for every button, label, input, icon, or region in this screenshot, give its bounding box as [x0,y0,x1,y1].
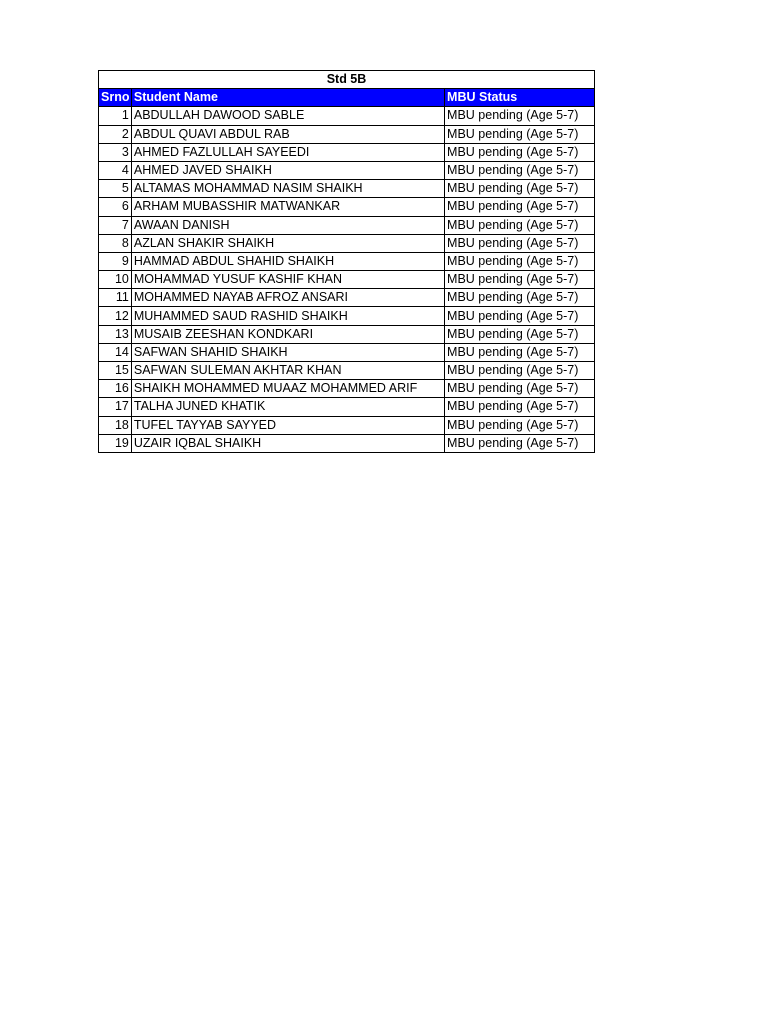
row-srno: 13 [99,325,132,343]
table-row [99,416,595,434]
table-row [99,198,595,216]
row-mbu-status: MBU pending (Age 5-7) [445,325,595,343]
header-student-name: Student Name [131,89,444,107]
row-srno: 15 [99,362,132,380]
row-srno: 12 [99,307,132,325]
table-body [99,107,595,453]
table-row [99,398,595,416]
student-status-table [98,70,595,453]
row-srno: 14 [99,343,132,361]
row-student-name: ALTAMAS MOHAMMAD NASIM SHAIKH [131,180,444,198]
table-row [99,325,595,343]
row-mbu-status: MBU pending (Age 5-7) [445,125,595,143]
table-row [99,307,595,325]
table-row [99,380,595,398]
row-srno: 7 [99,216,132,234]
row-student-name: TUFEL TAYYAB SAYYED [131,416,444,434]
row-student-name: MUHAMMED SAUD RASHID SHAIKH [131,307,444,325]
row-mbu-status: MBU pending (Age 5-7) [445,234,595,252]
row-mbu-status: MBU pending (Age 5-7) [445,289,595,307]
row-student-name: ABDUL QUAVI ABDUL RAB [131,125,444,143]
row-srno: 3 [99,143,132,161]
row-srno: 9 [99,252,132,270]
row-srno: 8 [99,234,132,252]
row-student-name: SHAIKH MOHAMMED MUAAZ MOHAMMED ARIF [131,380,444,398]
table-row [99,252,595,270]
row-student-name: AZLAN SHAKIR SHAIKH [131,234,444,252]
table-row [99,107,595,125]
row-mbu-status: MBU pending (Age 5-7) [445,180,595,198]
row-mbu-status: MBU pending (Age 5-7) [445,143,595,161]
header-row [99,89,595,107]
row-student-name: MUSAIB ZEESHAN KONDKARI [131,325,444,343]
table-row [99,143,595,161]
row-student-name: MOHAMMAD YUSUF KASHIF KHAN [131,271,444,289]
row-student-name: ARHAM MUBASSHIR MATWANKAR [131,198,444,216]
row-student-name: AHMED JAVED SHAIKH [131,161,444,179]
header-srno: Srno [99,89,132,107]
table-row [99,180,595,198]
row-mbu-status: MBU pending (Age 5-7) [445,252,595,270]
row-student-name: HAMMAD ABDUL SHAHID SHAIKH [131,252,444,270]
table-row [99,289,595,307]
row-student-name: ABDULLAH DAWOOD SABLE [131,107,444,125]
row-srno: 18 [99,416,132,434]
row-srno: 17 [99,398,132,416]
row-srno: 1 [99,107,132,125]
row-srno: 16 [99,380,132,398]
table-row [99,125,595,143]
row-mbu-status: MBU pending (Age 5-7) [445,107,595,125]
header-mbu-status: MBU Status [445,89,595,107]
table-row [99,362,595,380]
row-mbu-status: MBU pending (Age 5-7) [445,307,595,325]
table-row [99,434,595,452]
table-row [99,343,595,361]
row-student-name: MOHAMMED NAYAB AFROZ ANSARI [131,289,444,307]
row-student-name: UZAIR IQBAL SHAIKH [131,434,444,452]
row-srno: 2 [99,125,132,143]
row-student-name: AHMED FAZLULLAH SAYEEDI [131,143,444,161]
row-mbu-status: MBU pending (Age 5-7) [445,434,595,452]
row-srno: 19 [99,434,132,452]
table-row [99,161,595,179]
row-mbu-status: MBU pending (Age 5-7) [445,362,595,380]
table-title: Std 5B [99,71,595,89]
title-row [99,71,595,89]
row-student-name: SAFWAN SHAHID SHAIKH [131,343,444,361]
table-row [99,216,595,234]
row-srno: 11 [99,289,132,307]
row-srno: 10 [99,271,132,289]
row-mbu-status: MBU pending (Age 5-7) [445,216,595,234]
row-student-name: TALHA JUNED KHATIK [131,398,444,416]
row-srno: 4 [99,161,132,179]
row-mbu-status: MBU pending (Age 5-7) [445,398,595,416]
row-mbu-status: MBU pending (Age 5-7) [445,343,595,361]
row-srno: 5 [99,180,132,198]
row-mbu-status: MBU pending (Age 5-7) [445,271,595,289]
row-srno: 6 [99,198,132,216]
row-student-name: SAFWAN SULEMAN AKHTAR KHAN [131,362,444,380]
table-row [99,234,595,252]
row-mbu-status: MBU pending (Age 5-7) [445,161,595,179]
row-mbu-status: MBU pending (Age 5-7) [445,380,595,398]
row-student-name: AWAAN DANISH [131,216,444,234]
row-mbu-status: MBU pending (Age 5-7) [445,198,595,216]
row-mbu-status: MBU pending (Age 5-7) [445,416,595,434]
table-row [99,271,595,289]
